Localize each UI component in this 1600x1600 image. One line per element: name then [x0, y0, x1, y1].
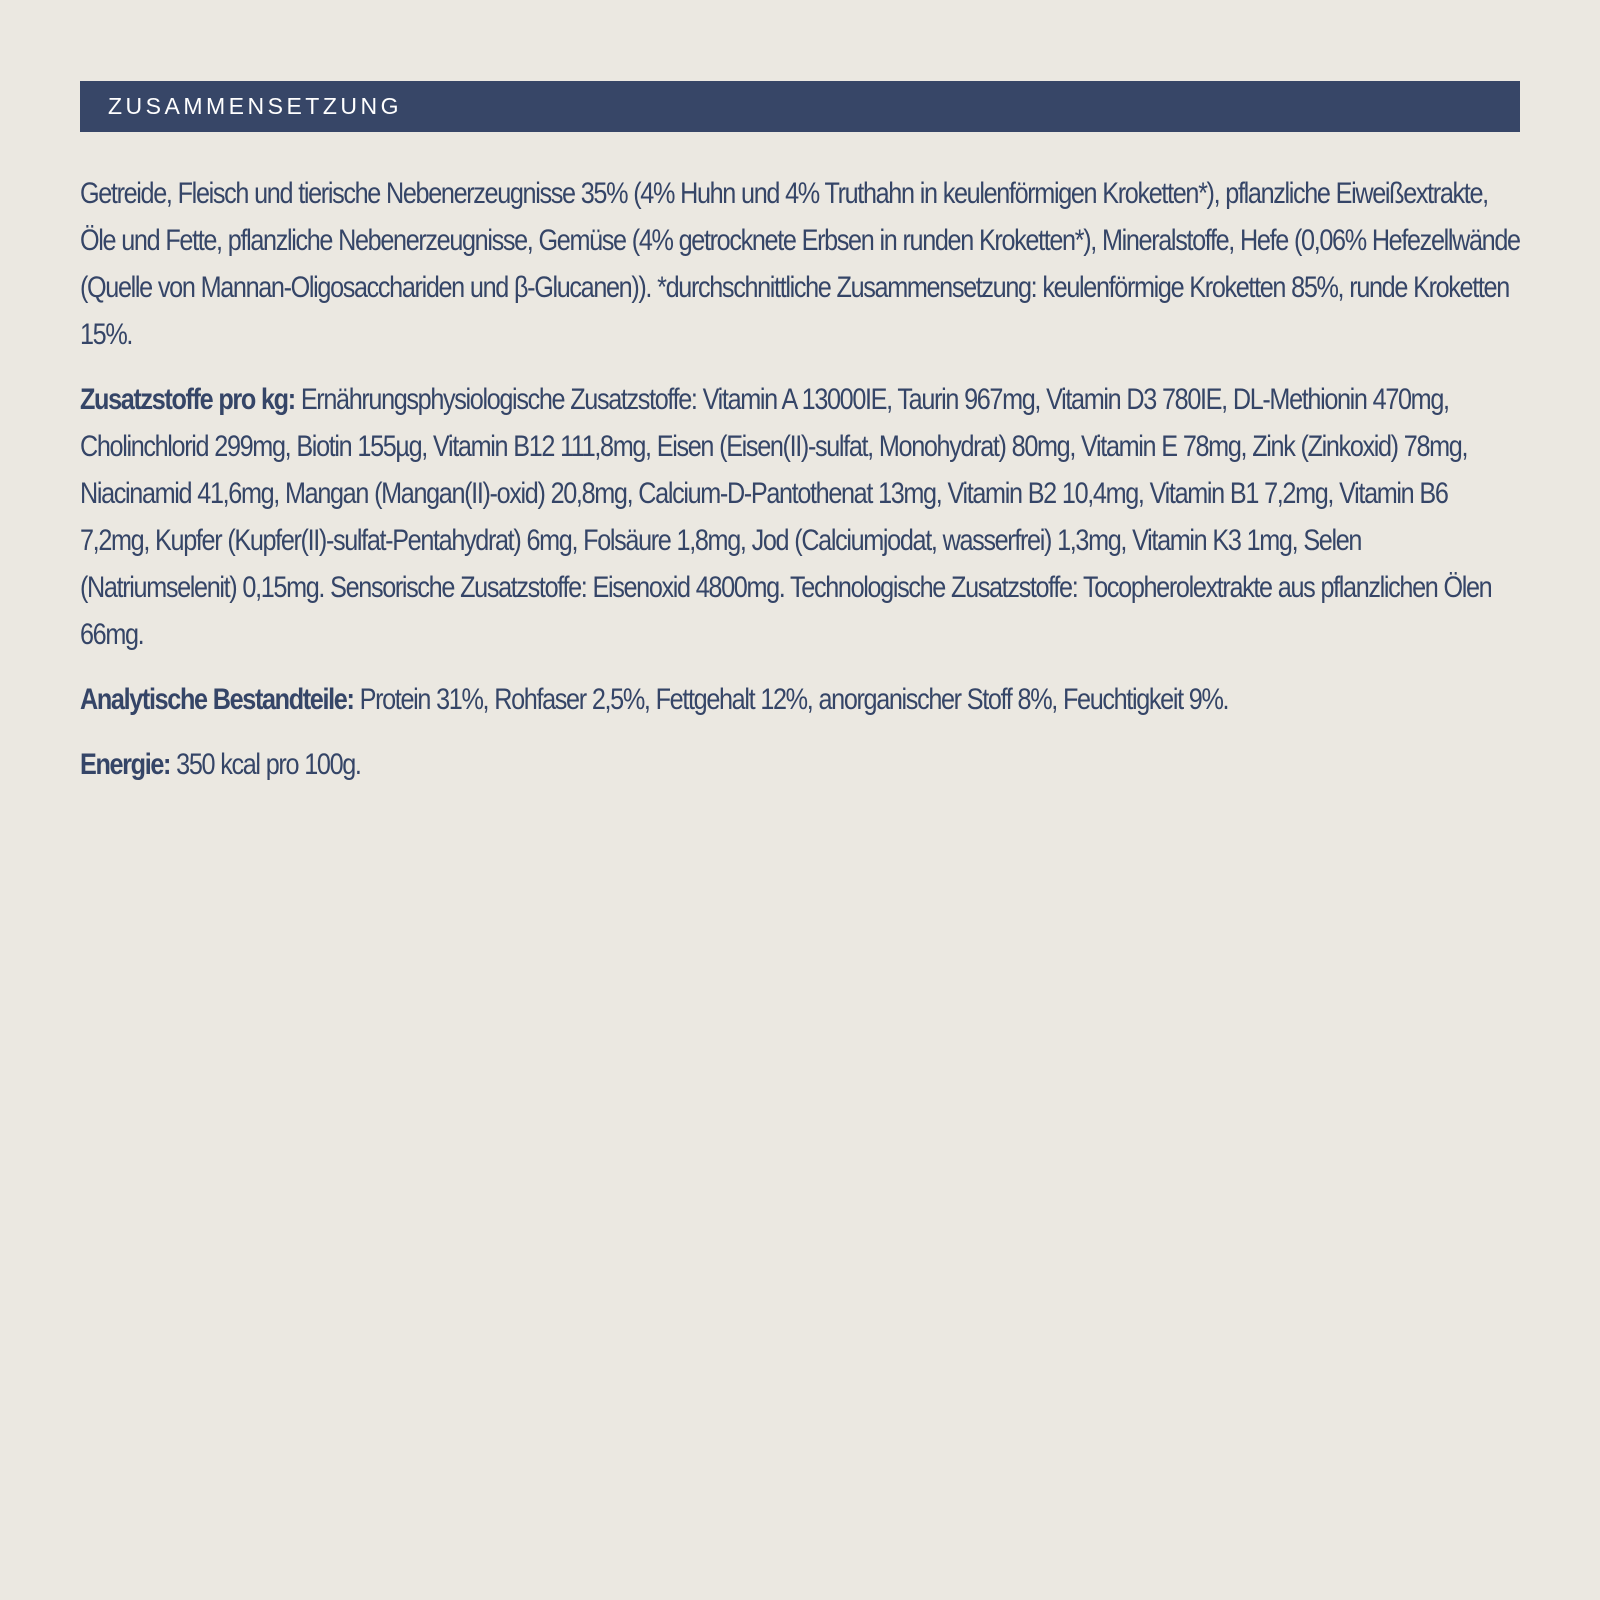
analytical-label: Analytische Bestandteile:	[80, 683, 354, 716]
energy-text: 350 kcal pro 100g.	[170, 748, 361, 781]
additives-text: Ernährungsphysiologische Zusatzstoffe: Vitamin A 13000IE, Taurin 967mg, Vitamin D3 780IE, DL-Methionin 470mg, Cholinchlorid 299mg, Biotin 155µg, Vitamin B12 111,8mg, Eisen (Eisen(II)-sulfat, Monohydrat) 80mg, Vitamin E 78mg, Zink (Zinkoxid) 78mg, Niacinamid 41,6mg, Mangan (Mangan(II)-oxid) 20,8mg, Calcium-D-Pantothenat 13mg, Vitamin B2 10,4mg, Vitamin B1 7,2mg, Vitamin B6 7,2mg, Kupfer (Kupfer(II)-sulfat-Pentahydrat) 6mg, Folsäure 1,8mg, Jod (Calciumjodat, wasserfrei) 1,3mg, Vitamin K3 1mg, Selen (Natriumselenit) 0,15mg. Sensorische Zusatzstoffe: Eisenoxid 4800mg. Technologische Zusatzstoffe: Tocopherolextrakte aus pflanzlichen Ölen 66mg.	[80, 383, 1492, 651]
section-title: ZUSAMMENSETZUNG	[108, 93, 402, 119]
additives-label: Zusatzstoffe pro kg:	[80, 383, 295, 416]
energy-paragraph	[80, 741, 1521, 788]
energy-label: Energie:	[80, 748, 171, 781]
composition-panel	[80, 81, 1520, 806]
analytical-paragraph	[80, 676, 1521, 723]
composition-paragraph	[80, 170, 1521, 358]
composition-text: Getreide, Fleisch und tierische Nebenerzeugnisse 35% (4% Huhn und 4% Truthahn in keulenförmigen Kroketten*), pflanzliche Eiweißextrakte, Öle und Fette, pflanzliche Nebenerzeugnisse, Gemüse (4% getrocknete Erbsen in runden Kroketten*), Mineralstoffe, Hefe (0,06% Hefezellwände (Quelle von Mannan-Oligosacchariden und β-Glucanen)). *durchschnittliche Zusammensetzung: keulenförmige Kroketten 85%, runde Kroketten 15%.	[80, 177, 1520, 351]
additives-paragraph	[80, 376, 1521, 658]
composition-content	[80, 170, 1520, 788]
analytical-text: Protein 31%, Rohfaser 2,5%, Fettgehalt 12%, anorganischer Stoff 8%, Feuchtigkeit 9%.	[353, 683, 1229, 716]
section-header	[80, 81, 1520, 132]
